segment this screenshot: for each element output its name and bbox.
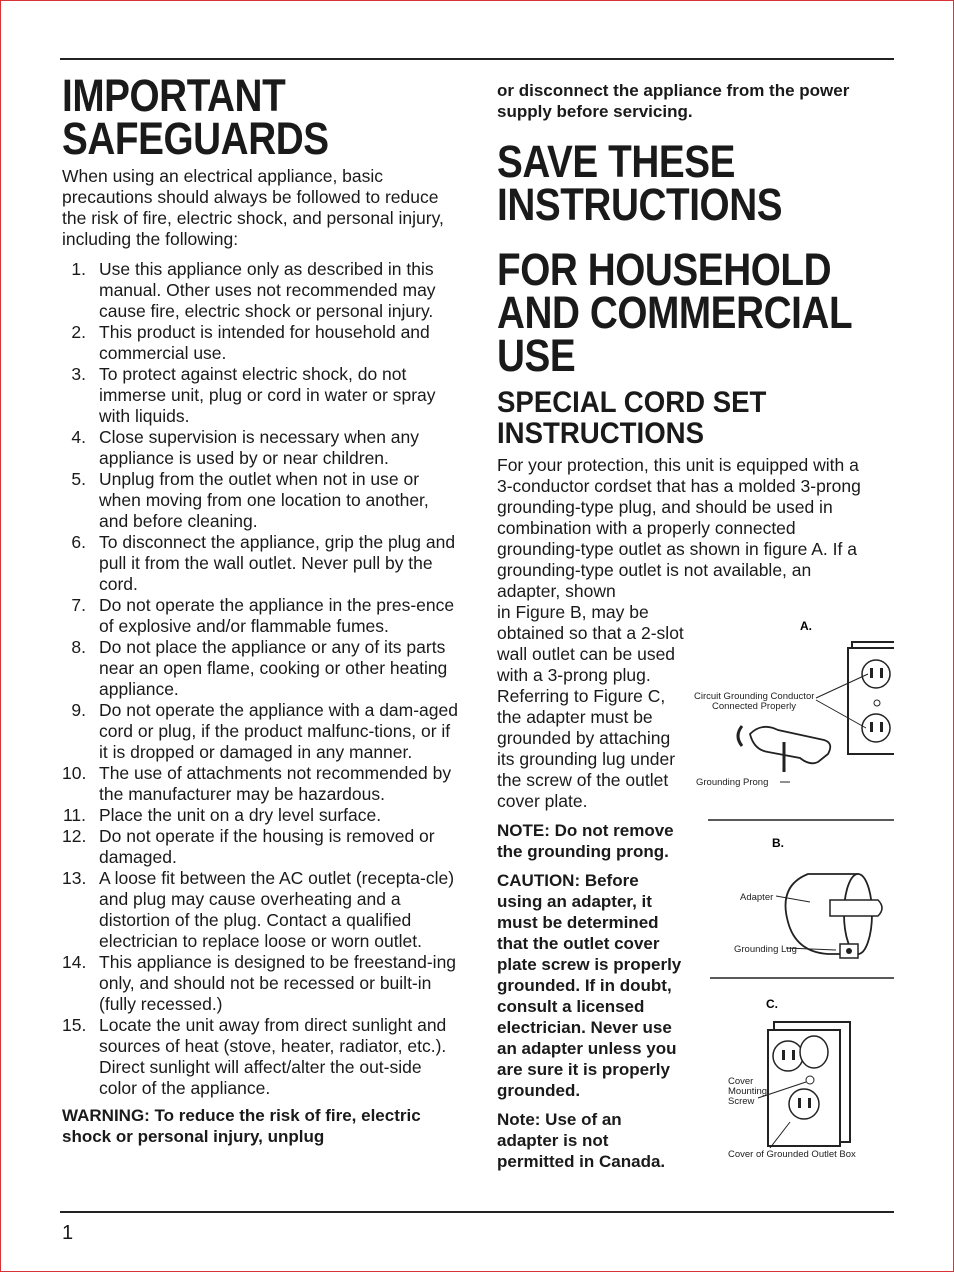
safeguard-item — [62, 595, 458, 637]
save-instructions-title — [497, 136, 901, 230]
heading-line: INSTRUCTIONS — [497, 417, 704, 450]
safeguard-item — [62, 259, 458, 322]
safeguard-number: 1. — [71, 259, 86, 279]
callout-cover-of-box: Cover of Grounded Outlet Box — [728, 1149, 856, 1160]
safeguard-text: Use this appliance only as described in this manual. Other uses not recommended may cause fire, electric shock or personal injury. — [99, 259, 436, 321]
outlet-slot — [870, 668, 873, 678]
safeguard-number: 7. — [71, 595, 86, 615]
warning-text: WARNING: To reduce the risk of fire, electric shock or personal injury, unplug — [62, 1106, 421, 1146]
important-safeguards-title — [62, 70, 466, 164]
callout-cover: Cover — [728, 1076, 754, 1087]
safeguard-item — [62, 700, 458, 763]
callout-adapter: Adapter — [740, 892, 774, 903]
title-line: INSTRUCTIONS — [497, 179, 783, 230]
cover-mounting-screw-icon — [806, 1076, 814, 1084]
top-rule — [60, 58, 894, 60]
outlet-slot — [798, 1098, 801, 1108]
safeguard-number: 6. — [71, 532, 86, 552]
safeguard-text: This product is intended for household and commercial use. — [99, 322, 430, 363]
callout-connected-properly: Connected Properly — [712, 701, 796, 712]
callout-screw: Screw — [728, 1096, 755, 1107]
figure-a-label: A. — [800, 619, 812, 633]
safeguard-number: 9. — [71, 700, 86, 720]
outlet-slot — [808, 1098, 811, 1108]
safeguard-number: 5. — [71, 469, 86, 489]
safeguard-item — [62, 364, 458, 427]
warning-continued: or disconnect the appliance from the power supply before servicing. — [497, 81, 850, 121]
safeguard-text: To protect against electric shock, do not immerse unit, plug or cord in water or spray with liquids. — [99, 364, 436, 426]
cord-adapter-text: in Figure B, may be obtained so that a 2-slot wall outlet can be used with a 3-prong plug. Referring to Figure C, the adapter must be grounded by attaching its grounding lug under the screw of the outlet cover plate. — [497, 602, 684, 811]
safeguard-number: 8. — [71, 637, 86, 657]
adapter-plugged-icon — [800, 1036, 828, 1068]
outlet-receptacle-lower — [862, 714, 890, 742]
heading-line: SPECIAL CORD SET — [497, 386, 767, 419]
title-line: USE — [497, 330, 576, 381]
figures-panel — [690, 612, 894, 1172]
lug-hole-icon — [846, 948, 852, 954]
note-canada: Note: Use of an adapter is not permitted in Canada. — [497, 1110, 666, 1171]
safeguard-item — [62, 763, 458, 805]
title-line: FOR HOUSEHOLD — [497, 244, 832, 295]
plug-body-icon — [750, 727, 830, 764]
safeguard-item — [62, 868, 458, 952]
safeguard-number: 10. — [62, 763, 87, 783]
figure-c-label: C. — [766, 997, 778, 1011]
safeguard-item — [62, 1015, 458, 1099]
title-line: SAFEGUARDS — [62, 113, 329, 164]
safeguard-number: 2. — [71, 322, 86, 342]
safeguards-intro: When using an electrical appliance, basic precautions should always be followed to reduce the risk of fire, electric shock, and personal injury, including the following: — [62, 166, 444, 249]
callout-grounding-prong: Grounding Prong — [696, 777, 769, 788]
title-line: IMPORTANT — [62, 70, 286, 121]
safeguard-number: 13. — [62, 868, 87, 888]
important-safeguards-column — [62, 70, 458, 1147]
safeguard-number: 4. — [71, 427, 86, 447]
safeguard-number: 12. — [62, 826, 87, 846]
callout-grounding-lug: Grounding Lug — [734, 944, 797, 955]
safeguard-text: The use of attachments not recommended by the manufacturer may be hazardous. — [99, 763, 452, 804]
outlet-receptacle-upper — [862, 660, 890, 688]
safeguard-text: This appliance is designed to be freestand-ing only, and should not be recessed or built-in (fully recessed.) — [99, 952, 457, 1014]
outlet-diagrams — [690, 612, 894, 1172]
caution-text: CAUTION: Before using an adapter, it must be determined that the outlet cover plate screw is properly grounded. If in doubt, consult a licensed electrician. Never use an adapter unless you are sure it is properly grounded. — [497, 871, 682, 1100]
page-number: 1 — [62, 1222, 74, 1244]
safeguard-text: Do not place the appliance or any of its parts near an open flame, cooking or other heating appliance. — [99, 637, 448, 699]
safeguard-item — [62, 322, 458, 364]
special-cord-set-heading — [497, 387, 902, 449]
outlet-slot — [870, 722, 873, 732]
outlet-slot — [792, 1050, 795, 1060]
bottom-rule — [60, 1211, 894, 1213]
plug-cord-icon — [738, 726, 742, 746]
adapter-prong-icon — [830, 900, 882, 916]
safeguard-number: 11. — [62, 805, 86, 825]
safeguard-text: Do not operate if the housing is removed or damaged. — [99, 826, 435, 867]
figure-c — [728, 997, 856, 1160]
figure-b-label: B. — [772, 836, 784, 850]
outlet-slot — [782, 1050, 785, 1060]
safeguard-item — [62, 952, 458, 1015]
figure-b — [734, 836, 882, 958]
safeguard-text: Locate the unit away from direct sunlight and sources of heat (stove, heater, radiator, etc.). Direct sunlight will affect/alter the out-side color of the appliance. — [99, 1015, 447, 1098]
safeguard-item — [62, 469, 458, 532]
safeguards-list — [62, 259, 458, 1099]
safeguard-text: Close supervision is necessary when any appliance is used by or near children. — [99, 427, 420, 468]
outlet-slot — [880, 668, 883, 678]
safeguard-text: Do not operate the appliance with a dam-aged cord or plug, if the product malfunc-tions, or if it is dropped or damaged in any manner. — [99, 700, 458, 762]
safeguard-text: Place the unit on a dry level surface. — [99, 805, 382, 825]
safeguard-item — [62, 532, 458, 595]
safeguard-number: 14. — [62, 952, 87, 972]
title-line: SAVE THESE — [497, 136, 735, 187]
figure-a — [694, 619, 894, 788]
safeguard-number: 15. — [62, 1015, 87, 1035]
outlet-slot — [880, 722, 883, 732]
safeguard-item — [62, 637, 458, 700]
safeguard-text: Unplug from the outlet when not in use or when moving from one location to another, and before cleaning. — [99, 469, 429, 531]
safeguard-item — [62, 427, 458, 469]
outlet-receptacle-upper — [773, 1041, 803, 1071]
safeguard-item — [62, 805, 458, 826]
safeguard-text: To disconnect the appliance, grip the plug and pull it from the wall outlet. Never pull by the cord. — [99, 532, 456, 594]
outlet-receptacle-lower — [789, 1089, 819, 1119]
safeguard-text: Do not operate the appliance in the pres-ence of explosive and/or flammable fumes. — [99, 595, 455, 636]
household-commercial-title — [497, 244, 901, 381]
note-grounding-prong: NOTE: Do not remove the grounding prong. — [497, 821, 674, 861]
callout-mounting: Mounting — [728, 1086, 768, 1097]
safeguard-text: A loose fit between the AC outlet (recepta-cle) and plug may cause overheating and a distortion of the plug. Contact a qualified electrician to replace loose or worn outlet. — [99, 868, 455, 951]
safeguard-number: 3. — [71, 364, 86, 384]
callout-circuit-grounding: Circuit Grounding Conductor — [694, 691, 815, 702]
cord-intro-text: For your protection, this unit is equipped with a 3-conductor cordset that has a molded 3-prong grounding-type plug, and should be used in combination with a properly connected grounding-type outlet as shown in figure A. If a grounding-type outlet is not available, an adapter, shown — [497, 455, 861, 601]
title-line: AND COMMERCIAL — [497, 287, 853, 338]
safeguard-item — [62, 826, 458, 868]
